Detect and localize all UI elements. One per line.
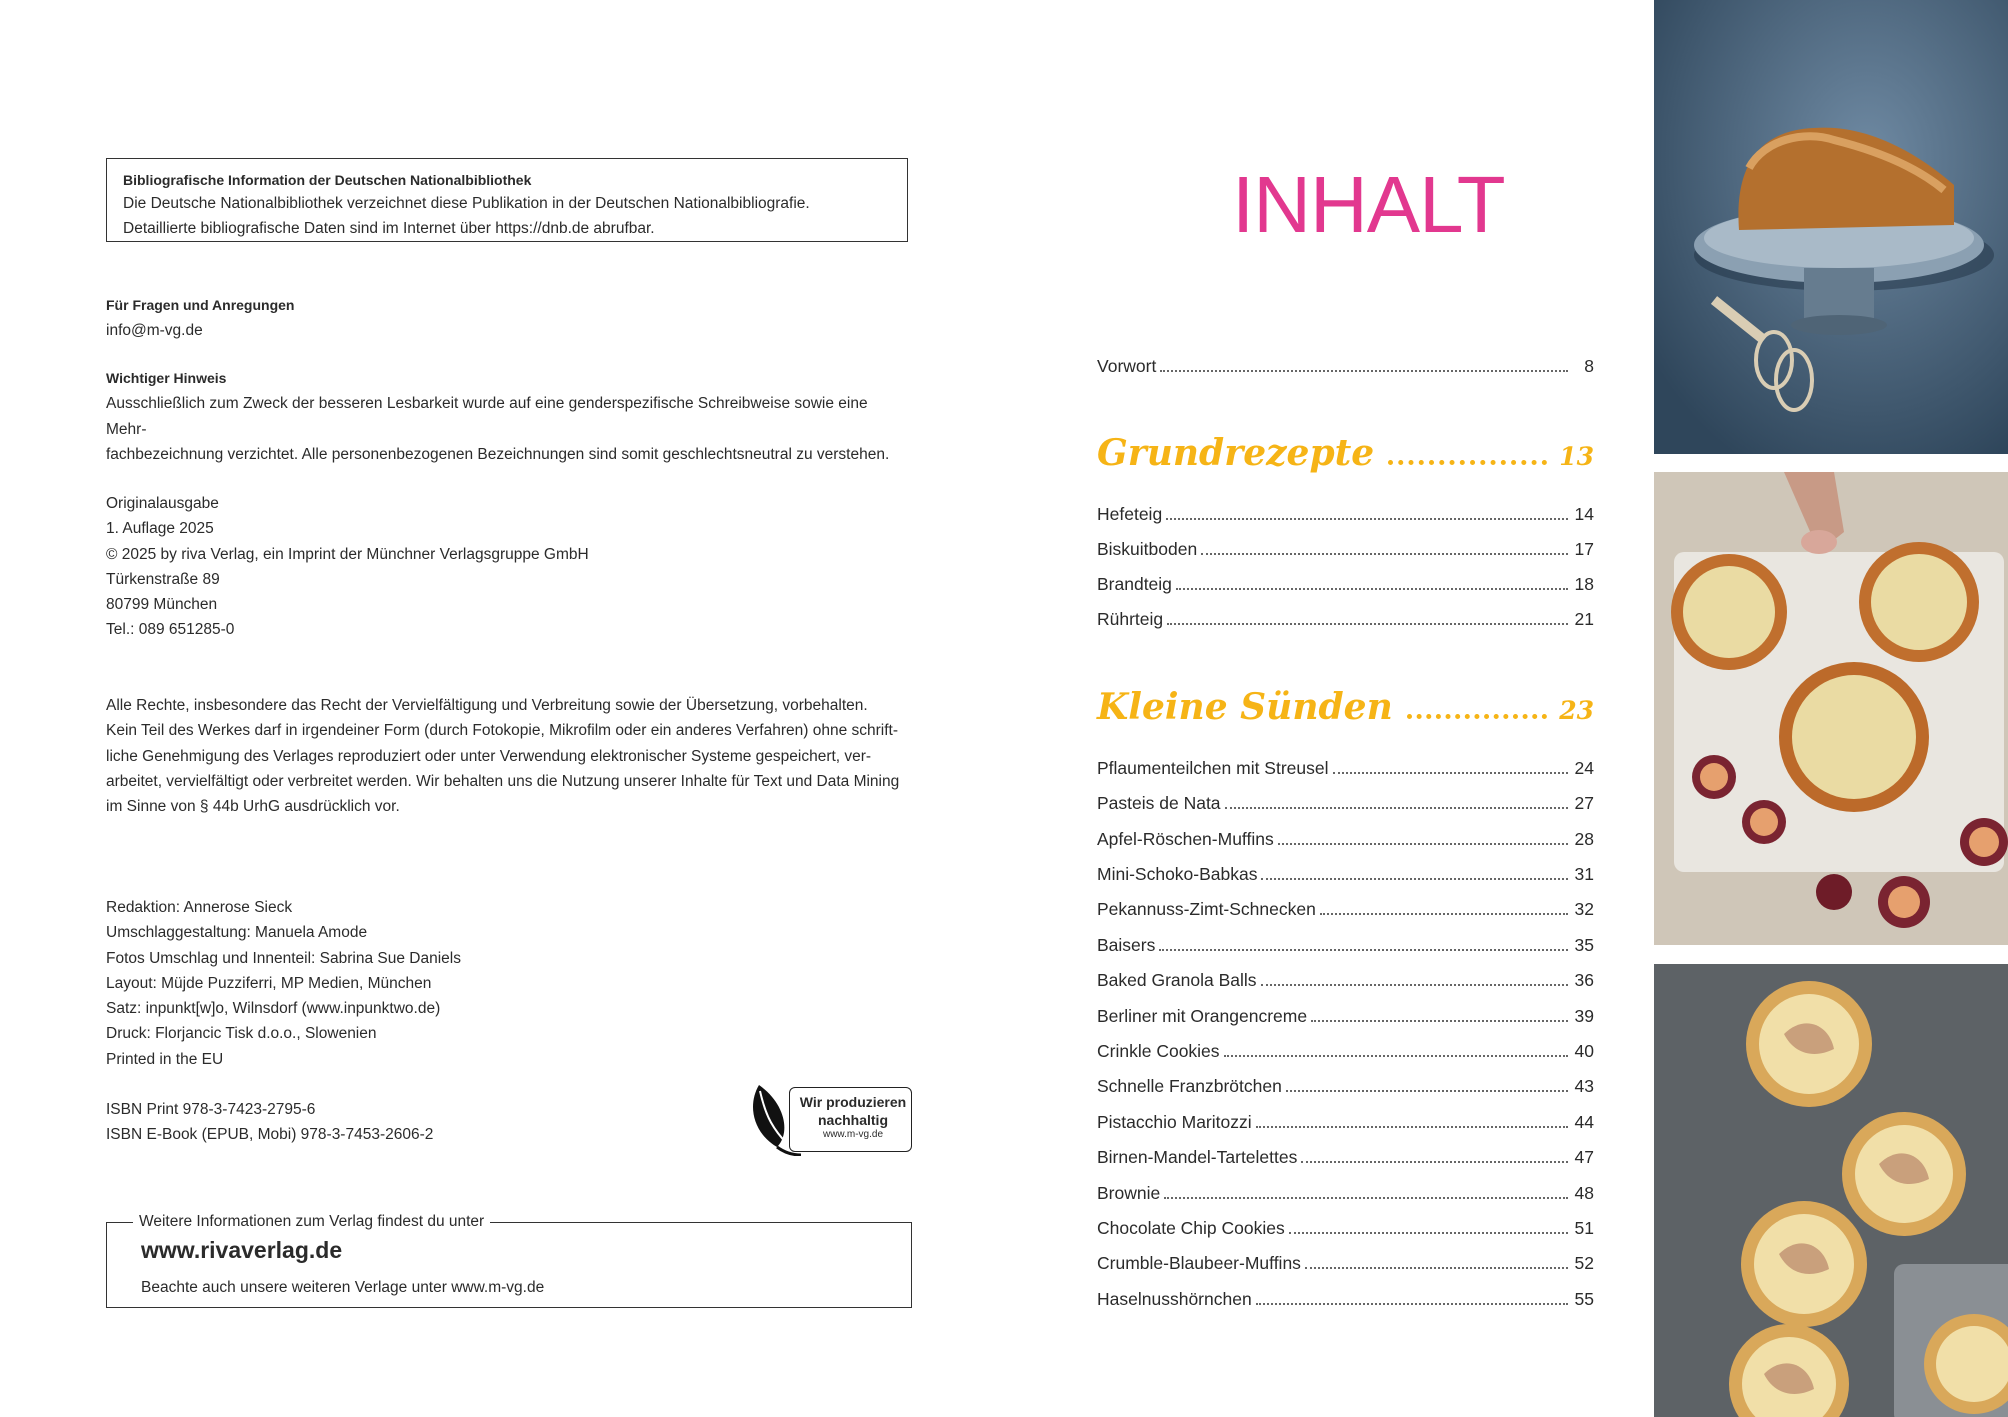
isbn-ebook: ISBN E-Book (EPUB, Mobi) 978-3-7453-2606-2: [106, 1126, 434, 1144]
toc-entry-page: 8: [1584, 356, 1594, 376]
toc-entry-page: 39: [1574, 1006, 1594, 1026]
toc-entry-label: Pekannuss-Zimt-Schnecken: [1097, 899, 1316, 919]
toc-entry-label: Pasteis de Nata: [1097, 793, 1221, 813]
imprint-page: [106, 0, 912, 1417]
toc-title: INHALT: [1232, 160, 1505, 249]
toc-entry-page: 28: [1574, 829, 1594, 849]
leader-dots: [1164, 1197, 1568, 1199]
rights-line: Kein Teil des Werkes darf in irgendeiner Form (durch Fotokopie, Mikrofilm oder ein anderes Verfahren) ohne schrift-: [106, 722, 899, 740]
leader-dots: [1407, 714, 1547, 719]
questions-heading: Für Fragen und Anregungen: [106, 297, 295, 313]
contact-email: info@m-vg.de: [106, 322, 203, 340]
badge-text: [794, 1093, 912, 1129]
rights-block: [106, 693, 899, 819]
toc-entry-page: 35: [1574, 935, 1594, 955]
more-info-legend: Weitere Informationen zum Verlag findest du unter: [133, 1212, 490, 1232]
toc-entry[interactable]: [1097, 1289, 1594, 1317]
leader-dots: [1278, 843, 1568, 845]
leader-dots: [1166, 518, 1568, 520]
photo-loaf-cake: [1654, 0, 2008, 454]
toc-entry[interactable]: [1097, 504, 1594, 532]
toc-entry-label: Hefeteig: [1097, 504, 1163, 524]
leader-dots: [1256, 1126, 1568, 1128]
toc-entry-label: Baked Granola Balls: [1097, 970, 1257, 990]
toc-entry[interactable]: [1097, 829, 1594, 857]
photo-pear-tartlets: [1654, 964, 2008, 1417]
toc-entry[interactable]: [1097, 1218, 1594, 1246]
credit-line: Satz: inpunkt[w]o, Wilnsdorf (www.inpunktwo.de): [106, 1000, 441, 1018]
toc-entry[interactable]: [1097, 1041, 1594, 1069]
section-title: Kleine Sünden: [1097, 686, 1393, 728]
edition-block: [106, 491, 589, 643]
toc-entry-label: Brandteig: [1097, 574, 1172, 594]
leader-dots: [1261, 984, 1568, 986]
toc-section-heading[interactable]: [1097, 432, 1594, 474]
toc-entry[interactable]: [1097, 1147, 1594, 1175]
toc-entry-label: Rührteig: [1097, 609, 1164, 629]
section-title: Grundrezepte: [1097, 432, 1375, 474]
credit-line: Druck: Florjancic Tisk d.o.o., Slowenien: [106, 1025, 377, 1043]
toc-page: [1097, 0, 1597, 1417]
edition-line: 80799 München: [106, 596, 218, 614]
toc-entry-page: 52: [1574, 1253, 1594, 1273]
toc-entry[interactable]: [1097, 1253, 1594, 1281]
leader-dots: [1301, 1161, 1568, 1163]
toc-entry-label: Pistacchio Maritozzi: [1097, 1112, 1252, 1132]
edition-line: 1. Auflage 2025: [106, 520, 214, 538]
publisher-info-box: [106, 1213, 912, 1308]
photo-plum-pastries: [1654, 472, 2008, 945]
toc-entry-label: Crumble-Blaubeer-Muffins: [1097, 1253, 1301, 1273]
toc-entry-page: 27: [1574, 793, 1594, 813]
leader-dots: [1333, 772, 1569, 774]
leader-dots: [1311, 1020, 1568, 1022]
edition-line: © 2025 by riva Verlag, ein Imprint der Münchner Verlagsgruppe GmbH: [106, 545, 589, 563]
rights-line: Alle Rechte, insbesondere das Recht der Vervielfältigung und Verbreitung sowie der Übersetzung, vorbehalten.: [106, 697, 868, 714]
toc-entry-page: 21: [1574, 609, 1594, 629]
badge-line: Wir produzieren: [799, 1094, 907, 1110]
edition-line: Originalausgabe: [106, 495, 219, 512]
toc-entry-page: 32: [1574, 899, 1594, 919]
toc-entry-page: 51: [1574, 1218, 1594, 1238]
notice-line: Ausschließlich zum Zweck der besseren Lesbarkeit wurde auf eine genderspezifische Schreibweise sowie eine Mehr-: [106, 395, 868, 438]
section-page: 13: [1559, 442, 1594, 471]
leader-dots: [1224, 1055, 1568, 1057]
leader-dots: [1256, 1303, 1568, 1305]
toc-entry-page: 47: [1574, 1147, 1594, 1167]
toc-entry-page: 44: [1574, 1112, 1594, 1132]
toc-entry-label: Baisers: [1097, 935, 1156, 955]
isbn-block: [106, 1097, 433, 1148]
badge-line: nachhaltig: [817, 1112, 888, 1128]
bib-line: Detaillierte bibliografische Daten sind im Internet über https://dnb.de abrufbar.: [123, 220, 655, 237]
leader-dots: [1320, 913, 1568, 915]
credit-line: Redaktion: Annerose Sieck: [106, 899, 293, 916]
toc-section-heading[interactable]: [1097, 686, 1594, 728]
leader-dots: [1167, 623, 1568, 625]
toc-entry[interactable]: [1097, 1006, 1594, 1034]
toc-entry-label: Biskuitboden: [1097, 539, 1198, 559]
leader-dots: [1201, 553, 1568, 555]
toc-entry-label: Haselnusshörnchen: [1097, 1289, 1252, 1309]
toc-entry[interactable]: [1097, 609, 1594, 637]
rights-line: im Sinne von § 44b UrhG ausdrücklich vor.: [106, 798, 400, 816]
website-link[interactable]: www.rivaverlag.de: [141, 1237, 343, 1263]
toc-entry-label: Pflaumenteilchen mit Streusel: [1097, 758, 1329, 778]
bibliographic-info-box: [106, 158, 908, 242]
isbn-print: ISBN Print 978-3-7423-2795-6: [106, 1101, 316, 1118]
toc-entry-page: 48: [1574, 1183, 1594, 1203]
credit-line: Layout: Müjde Puzziferri, MP Medien, München: [106, 974, 432, 992]
toc-entry[interactable]: [1097, 970, 1594, 998]
leader-dots: [1289, 1232, 1568, 1234]
loaf-cake-image: [1654, 0, 2008, 454]
leader-dots: [1305, 1267, 1568, 1269]
toc-entry-label: Schnelle Franzbrötchen: [1097, 1076, 1282, 1096]
leader-dots: [1160, 370, 1568, 372]
toc-entry[interactable]: [1097, 1076, 1594, 1104]
toc-entry-label: Birnen-Mandel-Tartelettes: [1097, 1147, 1298, 1167]
toc-entry-label: Brownie: [1097, 1183, 1161, 1203]
sustainability-badge: [751, 1083, 1016, 1156]
badge-url: www.m-vg.de: [822, 1129, 883, 1140]
toc-entry[interactable]: [1097, 793, 1594, 821]
toc-entry[interactable]: [1097, 758, 1594, 786]
toc-entry-label: Apfel-Röschen-Muffins: [1097, 829, 1274, 849]
toc-entry-page: 18: [1574, 574, 1594, 594]
toc-entry[interactable]: [1097, 864, 1594, 892]
toc-entry-page: 43: [1574, 1076, 1594, 1096]
section-page: 23: [1559, 696, 1594, 725]
toc-entry-page: 40: [1574, 1041, 1594, 1061]
credit-line: Printed in the EU: [106, 1050, 224, 1068]
leader-dots: [1388, 460, 1547, 465]
toc-entry[interactable]: [1097, 1183, 1594, 1211]
leader-dots: [1159, 949, 1568, 951]
notice-block: [106, 366, 912, 467]
toc-entry[interactable]: [1097, 574, 1594, 602]
toc-entry-page: 17: [1574, 539, 1594, 559]
credits-block: [106, 895, 461, 1072]
leader-dots: [1176, 588, 1568, 590]
toc-entry-page: 55: [1574, 1289, 1594, 1309]
leader-dots: [1225, 807, 1568, 809]
pear-tartlets-image: [1654, 964, 2008, 1417]
toc-entry-label: Chocolate Chip Cookies: [1097, 1218, 1285, 1238]
toc-entry[interactable]: [1097, 356, 1594, 384]
toc-entry-page: 36: [1574, 970, 1594, 990]
leader-dots: [1261, 878, 1568, 880]
toc-entry[interactable]: [1097, 899, 1594, 927]
toc-entry-label: Berliner mit Orangencreme: [1097, 1006, 1308, 1026]
credit-line: Umschlaggestaltung: Manuela Amode: [106, 924, 368, 942]
toc-entry-label: Crinkle Cookies: [1097, 1041, 1220, 1061]
leader-dots: [1286, 1090, 1568, 1092]
bib-line: Die Deutsche Nationalbibliothek verzeichnet diese Publikation in der Deutschen Nationalbibliografie.: [123, 195, 810, 212]
questions-block: [106, 293, 294, 344]
edition-line: Tel.: 089 651285-0: [106, 621, 235, 639]
notice-heading: Wichtiger Hinweis: [106, 370, 227, 386]
toc-entry-page: 31: [1574, 864, 1594, 884]
toc-entry[interactable]: [1097, 935, 1594, 963]
rights-line: arbeitet, vervielfältigt oder verbreitet werden. Wir behalten uns die Nutzung unserer Inhalte für Text und Data Mining: [106, 772, 900, 790]
plum-pastries-image: [1654, 472, 2008, 945]
edition-line: Türkenstraße 89: [106, 570, 220, 588]
credit-line: Fotos Umschlag und Innenteil: Sabrina Sue Daniels: [106, 949, 461, 967]
toc-entry-label: Mini-Schoko-Babkas: [1097, 864, 1258, 884]
rights-line: liche Genehmigung des Verlages reproduziert oder unter Verwendung elektronischer Systeme gespeichert, ver-: [106, 747, 872, 765]
toc-entry[interactable]: [1097, 539, 1594, 567]
bib-heading: Bibliografische Information der Deutschen Nationalbibliothek: [123, 172, 532, 188]
notice-line: fachbezeichnung verzichtet. Alle personenbezogenen Bezeichnungen sind somit geschlechtsneutral zu verstehen.: [106, 445, 890, 463]
toc-entry-page: 24: [1574, 758, 1594, 778]
toc-entry-page: 14: [1574, 504, 1594, 524]
toc-entry-label: Vorwort: [1097, 356, 1157, 376]
more-publishers: Beachte auch unsere weiteren Verlage unter www.m-vg.de: [141, 1279, 545, 1296]
toc-entry[interactable]: [1097, 1112, 1594, 1140]
